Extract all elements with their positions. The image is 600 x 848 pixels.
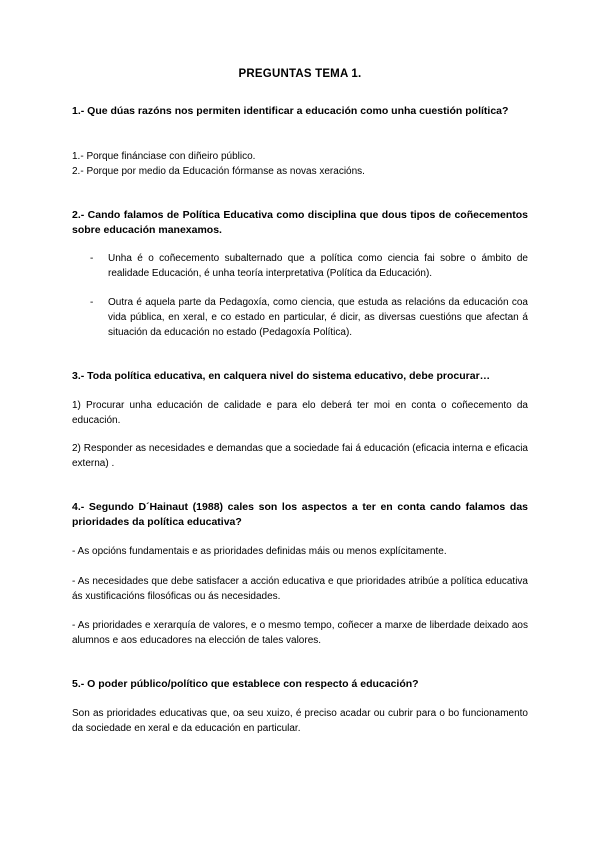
q2-bullet-marker-1: -: [90, 253, 94, 264]
q4-answer-2: - As necesidades que debe satisfacer a acción educativa e que prioridades atribúe a política educativa ás xustificacións filosóficas ou ás necesidades.: [72, 576, 528, 602]
q1-answer-2: 2.- Porque por medio da Educación fórmanse as novas xeracións.: [72, 166, 365, 177]
q3-answer-1: 1) Procurar unha educación de calidade e para elo deberá ter moi en conta o coñecemento da educación.: [72, 400, 528, 426]
page-title: PREGUNTAS TEMA 1.: [238, 68, 362, 80]
question-5: 5.- O poder público/político que establece con respecto á educación?: [72, 678, 419, 690]
q2-bullet-1: Unha é o coñecemento subalternado que a política como ciencia fai sobre o ámbito de realidade Educación, é unha teoría interpretativa (Política da Educación).: [108, 253, 528, 279]
question-4: 4.- Segundo D´Hainaut (1988) cales son los aspectos a ter en conta cando falamos das prioridades da política educativa?: [72, 501, 528, 528]
question-3: 3.- Toda política educativa, en calquera nivel do sistema educativo, debe procurar…: [72, 370, 491, 382]
q4-answer-1: - As opcións fundamentais e as prioridades definidas máis ou menos explícitamente.: [72, 546, 447, 557]
q2-bullet-marker-2: -: [90, 297, 94, 308]
question-2: 2.- Cando falamos de Política Educativa como disciplina que dous tipos de coñecementos sobre educación manexamos.: [72, 209, 528, 236]
q4-answer-3: - As prioridades e xerarquía de valores, e o mesmo tempo, coñecer a marxe de liberdade deixado aos alumnos e aos educadores na elección de tales valores.: [72, 620, 528, 646]
q2-bullet-2: Outra é aquela parte da Pedagoxía, como ciencia, que estuda as relacións da educación coa vida pública, en xeral, e co estado en particular, é dicir, as diversas cuestións que afectan á situación da educación no estado (Pedagoxía Política).: [108, 297, 528, 338]
q3-answer-2: 2) Responder as necesidades e demandas que a sociedade fai á educación (eficacia interna e eficacia externa) .: [72, 443, 528, 469]
q5-answer: Son as prioridades educativas que, oa seu xuizo, é preciso acadar ou cubrir para o bo funcionamento da sociedade en xeral e da educación en particular.: [72, 708, 528, 734]
question-1: 1.- Que dúas razóns nos permiten identificar a educación como unha cuestión política?: [72, 105, 509, 117]
q1-answer-1: 1.- Porque finánciase con diñeiro público.: [72, 151, 256, 162]
